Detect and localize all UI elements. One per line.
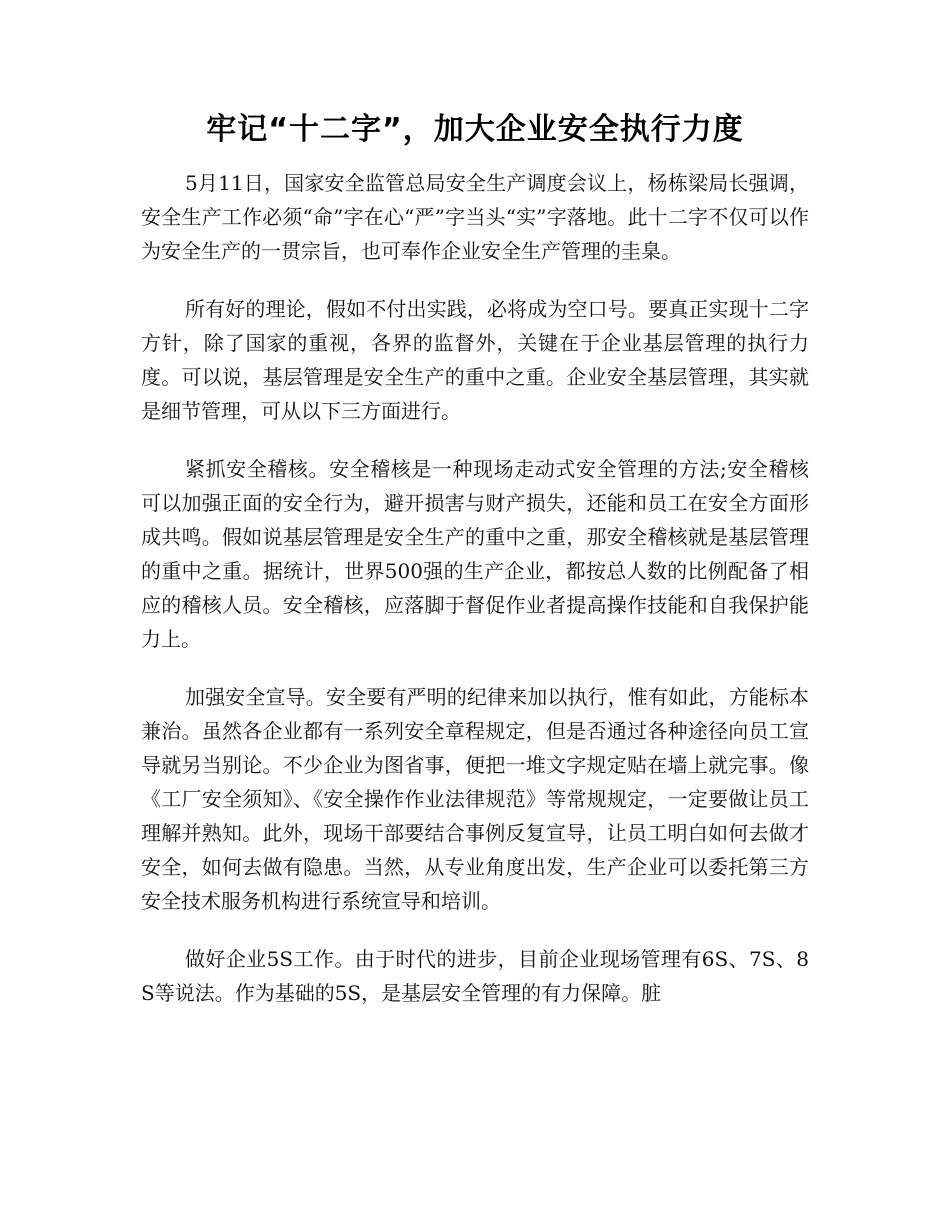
paragraph-2: 所有好的理论，假如不付出实践，必将成为空口号。要真正实现十二字方针，除了国家的重视，各界的监督外，关键在于企业基层管理的执行力度。可以说，基层管理是安全生产的重中之重。企业安全基层管理，其实就是细节管理，可从以下三方面进行。 bbox=[141, 297, 809, 423]
paragraph-1: 5月11日，国家安全监管总局安全生产调度会议上，杨栋梁局长强调， 安全生产工作必须“命”字在心“严”字当头“实”字落地。此十二字不仅可以作为安全生产的一贯宗旨，也可奉作企业安全生产管理的圭臬。 bbox=[141, 171, 809, 263]
paragraph-4: 加强安全宣导。安全要有严明的纪律来加以执行，惟有如此，方能标本兼治。虽然各企业都有一系列安全章程规定，但是否通过各种途径向员工宣导就另当别论。不少企业为图省事，便把一堆文字规定贴在墙上就完事。像《工厂安全须知》、《安全操作作业法律规范》等常规规定，一定要做让员工理解并熟知。此外，现场干部要结合事例反复宣导，让员工明白如何去做才安全，如何去做有隐患。当然，从专业角度出发，生产企业可以委托第三方安全技术服务机构进行系统宣导和培训。 bbox=[141, 685, 809, 913]
document-title: 牢记“十二字”，加大企业安全执行力度 bbox=[206, 112, 744, 147]
paragraph-5: 做好企业5S工作。由于时代的进步，目前企业现场管理有6S、7S、8S等说法。作为基础的5S，是基层安全管理的有力保障。脏 bbox=[141, 947, 809, 1005]
document-body bbox=[141, 166, 809, 1034]
paragraph-3: 紧抓安全稽核。安全稽核是一种现场走动式安全管理的方法;安全稽核可以加强正面的安全行为，避开损害与财产损失，还能和员工在安全方面形成共鸣。假如说基层管理是安全生产的重中之重，那安全稽核就是基层管理的重中之重。据统计，世界500强的生产企业，都按总人数的比例配备了相应的稽核人员。安全稽核，应落脚于督促作业者提高操作技能和自我保护能力上。 bbox=[141, 457, 809, 651]
